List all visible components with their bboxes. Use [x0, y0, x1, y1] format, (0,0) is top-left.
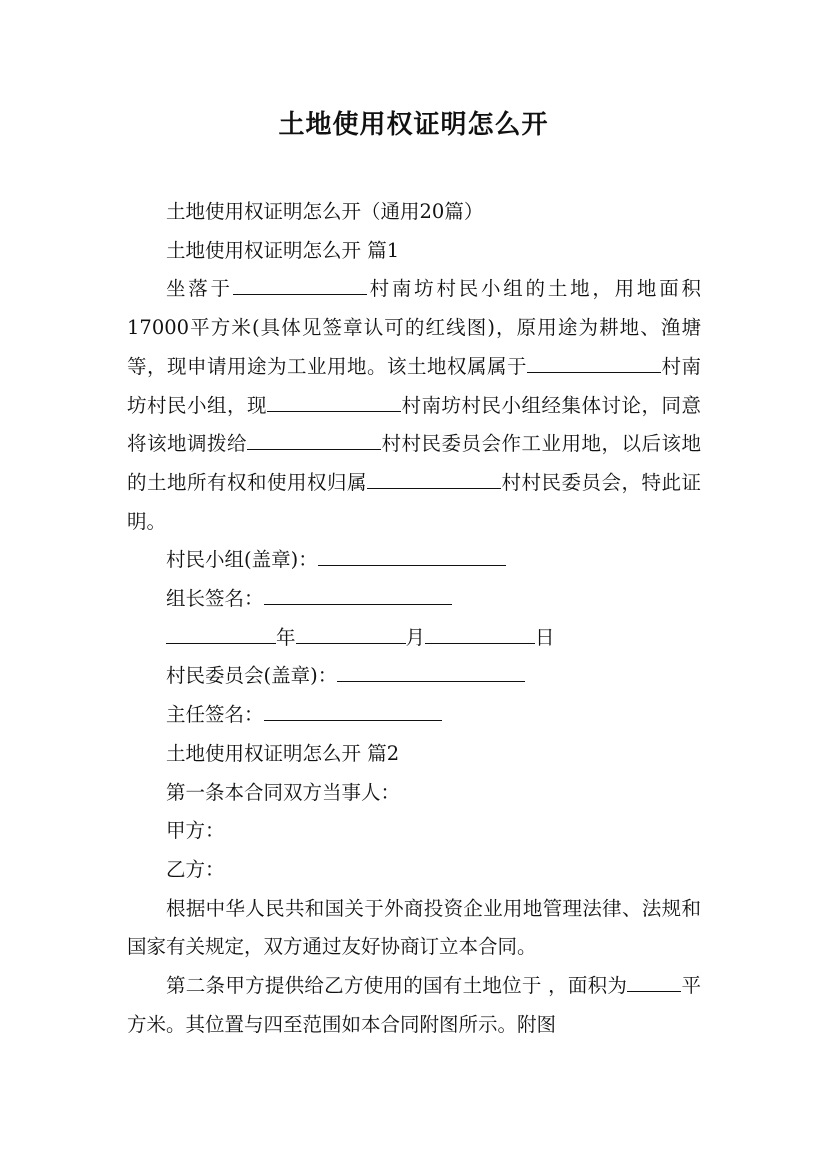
party-a: 甲方： [166, 819, 225, 843]
section1-heading: 土地使用权证明怎么开 篇1 [166, 238, 400, 262]
date-line [127, 619, 701, 658]
article1: 第一条本合同双方当事人： [166, 780, 401, 804]
party-b: 乙方： [166, 857, 225, 881]
blank-line [247, 429, 381, 450]
document-subtitle: 土地使用权证明怎么开（通用20篇） [166, 200, 484, 223]
art2-text-2: 平方米。其位置与四至范围如本合同附图所示。附图 [127, 974, 701, 1036]
blank-line [627, 971, 681, 992]
blank-line [267, 390, 401, 411]
article2 [127, 967, 701, 1044]
p1-text-4: 村南坊村民小组经集体讨论，同意将该地调拨给 [127, 393, 701, 456]
p1-text-2: 村南坊村民小组的土地，用地面积17000平方米(具体见签章认可的红线图)，原用途为耕地、渔塘等，现申请用途为工业用地。该土地权属属于 [127, 277, 701, 378]
blank-line [318, 545, 506, 566]
basis-paragraph: 根据中华人民共和国关于外商投资企业用地管理法律、法规和国家有关规定，双方通过友好协商订立本合同。 [127, 896, 701, 959]
section1-paragraph [127, 270, 701, 541]
document-title: 土地使用权证明怎么开 [278, 110, 549, 140]
blank-line [264, 584, 452, 605]
sign-committee-line [127, 657, 701, 696]
sign-committee-label: 村民委员会(盖章)： [166, 664, 338, 688]
art2-text-1: 第二条甲方提供给乙方使用的国有土地位于 ，面积为 [166, 974, 628, 998]
document-body [127, 193, 701, 1044]
sign-director-label: 主任签名： [166, 703, 264, 727]
date-month: 月 [405, 625, 426, 649]
p1-text-1: 坐落于 [166, 277, 233, 301]
blank-line [166, 622, 276, 643]
blank-line [337, 661, 525, 682]
blank-line [233, 274, 367, 295]
blank-line [367, 467, 501, 488]
sign-group-line [127, 541, 701, 580]
blank-line [296, 622, 406, 643]
blank-line [527, 351, 661, 372]
p1-text-5: 村村民委员会作工业用地，以后该地的土地所有权和使用权归属 [127, 432, 701, 494]
p1-text-6: 村村民委员会，特此证明。 [127, 470, 701, 533]
p1-text-3: 村南坊村民小组，现 [127, 354, 701, 417]
sign-director-line [127, 696, 701, 735]
date-year: 年 [276, 625, 296, 649]
sign-leader-label: 组长签名： [166, 587, 264, 611]
blank-line [425, 622, 535, 643]
sign-leader-line [127, 580, 701, 619]
section2-heading: 土地使用权证明怎么开 篇2 [166, 741, 400, 765]
blank-line [264, 700, 442, 721]
date-day: 日 [535, 625, 555, 649]
sign-group-label: 村民小组(盖章)： [166, 548, 318, 572]
